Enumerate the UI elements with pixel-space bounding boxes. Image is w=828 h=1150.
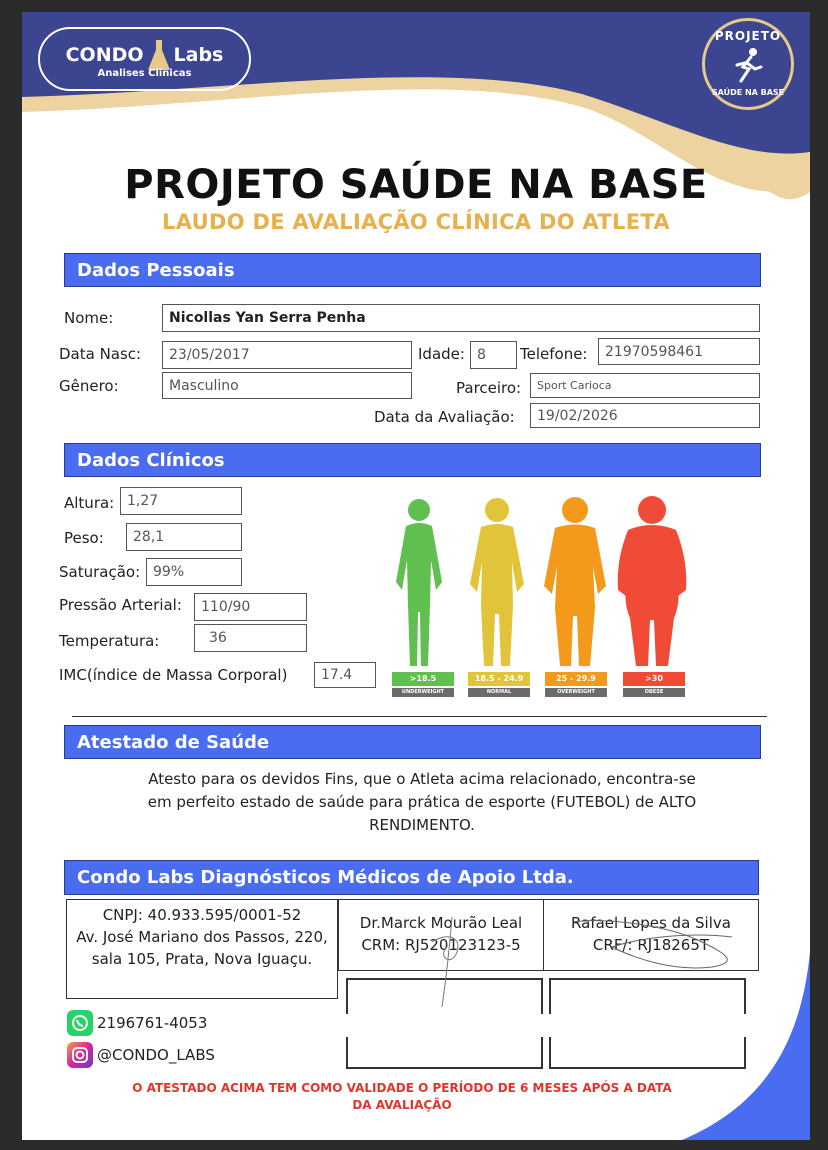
instagram-contact — [67, 1042, 215, 1068]
age-field: 8 — [470, 341, 517, 369]
figure-underweight — [396, 499, 442, 666]
birth-label: Data Nasc: — [59, 345, 142, 363]
certificate-text: Atesto para os devidos Fins, que o Atleta acima relacionado, encontra-se em perfeito estado de saúde para prática de esporte (FUTEBOL) de ALTO RENDIMENTO. — [147, 770, 697, 834]
section-certificate: Atestado de Saúde — [64, 725, 761, 759]
bmi-label-overweight: OVERWEIGHT — [545, 688, 607, 697]
bmi-tag-overweight: 25 - 29.9 — [545, 672, 607, 686]
gender-label: Gênero: — [59, 377, 119, 395]
company-address-box — [66, 899, 338, 999]
address-text: Av. José Mariano dos Passos, 220, sala 105, Prata, Nova Iguaçu. — [76, 928, 328, 968]
figure-obese — [618, 496, 687, 666]
validity-footnote: O ATESTADO ACIMA TEM COMO VALIDADE O PERÍODO DE 6 MESES APÓS A DATA DA AVALIAÇÃO — [132, 1081, 672, 1112]
partner-field: Sport Carioca — [530, 373, 760, 398]
whatsapp-contact — [67, 1010, 207, 1036]
bmi-label-underweight: UNDERWEIGHT — [392, 688, 454, 697]
bmi-label: IMC(índice de Massa Corporal) — [59, 666, 288, 684]
bmi-label-normal: NORMAL — [468, 688, 530, 697]
figure-normal — [470, 498, 524, 666]
footer-wave — [622, 952, 810, 1140]
weight-label: Peso: — [64, 529, 104, 547]
bmi-tag-obese: >30 — [623, 672, 685, 686]
birth-field: 23/05/2017 — [162, 341, 412, 369]
instagram-icon — [67, 1042, 93, 1068]
eval-date-field: 19/02/2026 — [530, 403, 760, 428]
page-title: PROJETO SAÚDE NA BASE — [124, 162, 708, 208]
instagram-handle: @CONDO_LABS — [97, 1046, 215, 1064]
cnpj-text: CNPJ: 40.933.595/0001-52 — [102, 906, 302, 924]
badge-top-text: PROJETO — [714, 29, 782, 43]
flask-icon — [148, 40, 170, 70]
temperature-label: Temperatura: — [59, 632, 160, 650]
divider — [72, 716, 767, 717]
section-company: Condo Labs Diagnósticos Médicos de Apoio Ltda. — [64, 860, 759, 895]
whatsapp-icon — [67, 1010, 93, 1036]
bmi-field: 17.4 — [314, 662, 376, 688]
bmi-tag-underweight: >18.5 — [392, 672, 454, 686]
doctor-signature — [402, 912, 522, 1012]
doctor-signature-box-bottom — [346, 1037, 543, 1069]
eval-date-label: Data da Avaliação: — [374, 408, 515, 426]
logo-brand-right: Labs — [173, 43, 224, 66]
whatsapp-number: 2196761-4053 — [97, 1014, 208, 1032]
page-subtitle: LAUDO DE AVALIAÇÃO CLÍNICA DO ATLETA — [162, 210, 670, 234]
figure-overweight — [544, 497, 606, 666]
section-personal: Dados Pessoais — [64, 253, 761, 287]
height-field: 1,27 — [120, 487, 242, 515]
pharmacist-crf: CRF/: RJ18265T — [592, 936, 710, 954]
phone-field: 21970598461 — [598, 338, 760, 365]
weight-field: 28,1 — [126, 523, 242, 551]
section-clinical: Dados Clínicos — [64, 443, 761, 477]
partner-label: Parceiro: — [456, 379, 522, 397]
doctor-crm: CRM: RJ520123123-5 — [361, 936, 521, 954]
pressure-label: Pressão Arterial: — [59, 596, 182, 614]
saturation-field: 99% — [146, 558, 242, 586]
bmi-tag-normal: 18.5 - 24.9 — [468, 672, 530, 686]
logo-tagline: Analises Clinicas — [97, 67, 192, 79]
report-page — [22, 12, 810, 1140]
gender-field: Masculino — [162, 372, 412, 399]
bmi-figures-illustration — [384, 490, 694, 682]
bmi-label-obese: OBESE — [623, 688, 685, 697]
phone-label: Telefone: — [520, 345, 588, 363]
saturation-label: Saturação: — [59, 563, 141, 581]
runner-icon — [733, 47, 763, 83]
doctor-name: Dr.Marck Mourão Leal — [359, 914, 523, 932]
name-field: Nicollas Yan Serra Penha — [162, 304, 760, 332]
temperature-field: 36 — [194, 624, 307, 652]
projeto-badge — [702, 18, 794, 110]
badge-bottom-text: SAÚDE NA BASE — [711, 88, 785, 97]
pharmacist-name: Rafael Lopes da Silva — [571, 914, 731, 932]
pressure-field: 110/90 — [194, 593, 307, 621]
name-label: Nome: — [64, 309, 114, 327]
height-label: Altura: — [64, 494, 115, 512]
condo-labs-logo — [38, 27, 251, 91]
age-label: Idade: — [418, 345, 465, 363]
logo-brand-left: CONDO — [65, 43, 144, 66]
